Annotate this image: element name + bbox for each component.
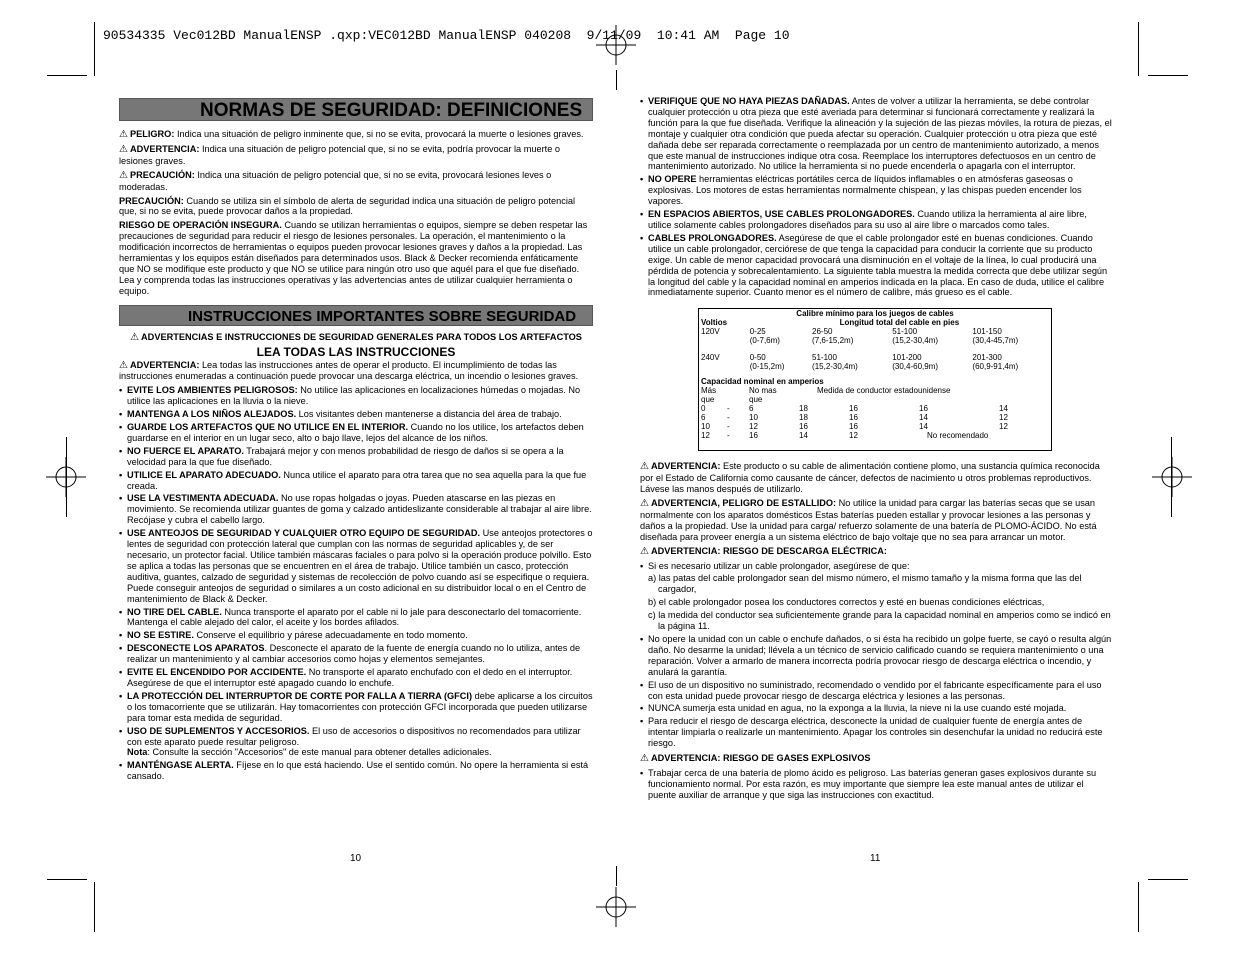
item-heading: USE LA VESTIMENTA ADECUADA. bbox=[127, 493, 279, 504]
table-cell: 6 bbox=[701, 413, 706, 423]
table-cell: No recomendado bbox=[927, 431, 989, 441]
list-item bbox=[119, 630, 593, 641]
item-text: debe aplicarse a los circuitos o los tomacorriente que se utilizarán. Hay tomacorrientes con protección GFCI incorporada que pueden utilizarse para tomar esta medida de seguridad. bbox=[127, 690, 593, 723]
table-cell: 14 bbox=[919, 422, 928, 432]
list-item: • El uso de un dispositivo no suministrado, recomendado o vendido por el fabricante específicamente para el uso con esta unidad puede provocar riesgo de descarga eléctrica y lesiones a las personas. bbox=[640, 680, 1112, 702]
adv2-paragraph bbox=[119, 360, 593, 383]
cell-line: No mas bbox=[749, 386, 777, 396]
item-heading: NO OPERE bbox=[648, 174, 697, 185]
table-cell: 16 bbox=[849, 404, 858, 414]
list-item: • No opere la unidad con un cable o enchufe dañados, o si ésta ha recibido un golpe fuerte, se cayó o resulta algún daño. No desarme la unidad; llévela a un técnico de servicio calificado cuando se requiera mantenimiento o una reparación. Volver a armarlo de manera incorrecta podría provocar riesgo de descarga eléctrica o incendio, y anulará la garantía. bbox=[640, 634, 1112, 678]
table-cell: 240V bbox=[701, 353, 720, 363]
warning-triangle-icon: ⚠ bbox=[130, 331, 140, 343]
cell-line: Más bbox=[701, 386, 717, 396]
term: ADVERTENCIA, PELIGRO DE ESTALLIDO: bbox=[650, 498, 837, 509]
page-number: 10 bbox=[350, 853, 362, 864]
item-heading: UTILICE EL APARATO ADECUADO. bbox=[127, 469, 281, 480]
list-item: • Trabajar cerca de una batería de plomo ácido es peligroso. Las baterías generan gases explosivos durante su funcionamiento normal. Por esta razón, es muy importante que siempre lea este manual antes de utilizar el puente auxiliar de arranque y que siga las instrucciones con exactitud. bbox=[640, 768, 1112, 801]
term: ADVERTENCIA: bbox=[129, 359, 200, 370]
warning-triangle-icon: ⚠ bbox=[640, 753, 649, 765]
table-cell: 12 bbox=[749, 422, 758, 432]
crop-mark bbox=[94, 22, 95, 76]
definition: Cuando se utiliza sin el símbolo de alerta de seguridad indica una situación de peligro potencial que, si no se evita, puede provocar daños a la propiedad. bbox=[119, 195, 576, 217]
registration-target-icon bbox=[1152, 457, 1192, 497]
table-cell: 18 bbox=[799, 404, 808, 414]
table-cell: 10 bbox=[749, 413, 758, 423]
section-title-instrucciones: INSTRUCCIONES IMPORTANTES SOBRE SEGURIDAD bbox=[119, 305, 593, 326]
cable-gauge-table bbox=[698, 308, 1052, 451]
cell-line: 0-25 bbox=[749, 327, 766, 337]
gases-heading bbox=[640, 753, 1112, 765]
cell-line: (15,2-30,4m) bbox=[892, 336, 939, 346]
item-heading: LA PROTECCIÓN DEL INTERRUPTOR DE CORTE POR FALLA A TIERRA (GFCI) bbox=[127, 690, 473, 701]
table-row bbox=[699, 353, 1052, 371]
table-header bbox=[747, 386, 797, 404]
riesgo-paragraph bbox=[119, 220, 593, 296]
definition: Indica una situación de peligro inminente que, si no se evita, provocará la muerte o lesiones graves. bbox=[174, 129, 584, 139]
item-text: Los visitantes deben mantenerse a distancia del área de trabajo. bbox=[296, 409, 562, 420]
printer-slug: 90534335 Vec012BD ManualENSP .qxp:VEC012BD ManualENSP 040208 9/11/09 10:41 AM Page 10 bbox=[103, 28, 790, 43]
item-text: Trabajará mejor y con menos probabilidad de riesgo de daños si se opera a la velocidad para la que fue diseñado. bbox=[127, 445, 564, 467]
crop-mark bbox=[47, 879, 87, 880]
gases-list bbox=[640, 768, 1112, 801]
table-cell: 16 bbox=[849, 422, 858, 432]
cell-line: 26-50 bbox=[812, 327, 833, 337]
table-row bbox=[699, 431, 1051, 440]
peligro-paragraph bbox=[119, 129, 593, 141]
table-cell: 16 bbox=[799, 422, 808, 432]
cell-line: 101-150 bbox=[972, 327, 1002, 337]
crop-mark bbox=[1138, 882, 1139, 932]
table-cell: - bbox=[727, 413, 730, 423]
item-heading: GUARDE LOS ARTEFACTOS QUE NO UTILICE EN EL INTERIOR. bbox=[127, 422, 409, 433]
list-item: • Para reducir el riesgo de descarga eléctrica, desconecte la unidad de cualquier fuente de energía antes de intentar limpiarla o realizarle un mantenimiento. Apagar los controles sin desenchufar la unidad no reducirá este riesgo. bbox=[640, 716, 1112, 749]
table-cell: 14 bbox=[799, 431, 808, 441]
warning-triangle-icon: ⚠ bbox=[640, 498, 649, 510]
cell-line: 51-100 bbox=[812, 353, 837, 363]
list-item bbox=[640, 96, 1112, 172]
item-heading: NO TIRE DEL CABLE. bbox=[127, 606, 222, 617]
term: RIESGO DE OPERACIÓN INSEGURA. bbox=[119, 220, 282, 231]
cell-line: (7,6-15,2m) bbox=[812, 336, 854, 346]
warning-triangle-icon: ⚠ bbox=[119, 359, 128, 371]
table-cell: - bbox=[727, 404, 730, 414]
sub-item: c) la medida del conductor sea suficientemente grande para la capacidad nominal en amperios como se indicó en la página 11. bbox=[648, 610, 1111, 632]
item-text: El uso de accesorios o dispositivos no recomendados para utilizar con este aparato puede resultar peligroso. bbox=[127, 725, 581, 747]
table-cell bbox=[970, 353, 1051, 371]
item-text: No use ropas holgadas o joyas. Pueden atascarse en las piezas en movimiento. Se recomienda utilizar guantes de goma y calzado antideslizante considerable al trabajar al aire libre. Recójase y cubra el cabello largo. bbox=[127, 493, 592, 526]
item-heading: CABLES PROLONGADORES. bbox=[648, 232, 777, 243]
list-item bbox=[119, 760, 593, 782]
descarga-list-2 bbox=[640, 634, 1112, 749]
cell-line: que bbox=[749, 395, 763, 405]
cell-line: 0-50 bbox=[749, 353, 766, 363]
item-text: Cuando utiliza la herramienta al aire libre, utilice solamente cables prolongadores diseñados para su uso al aire libre o marcados como tales. bbox=[648, 209, 1087, 230]
definition: Indica una situación de peligro potencial que, si no se evita, podría provocar la muerte o lesiones graves. bbox=[119, 143, 560, 166]
section-title-definiciones: NORMAS DE SEGURIDAD: DEFINICIONES bbox=[119, 98, 593, 121]
list-item: • Si es necesario utilizar un cable prolongador, asegúrese de que: bbox=[640, 561, 1112, 572]
left-page bbox=[119, 98, 593, 784]
precaucion2-paragraph bbox=[119, 196, 593, 218]
warning-triangle-icon: ⚠ bbox=[119, 169, 128, 181]
lea-heading: LEA TODAS LAS INSTRUCCIONES bbox=[256, 344, 456, 359]
item-text: Asegúrese de que el cable prolongador esté en buenas condiciones. Cuando utilice un cable prolongador, cerciórese de que tenga la capacidad para conducir la corriente que su producto exige. Un cable de menor capacidad provocará una disminución en el voltaje de la línea, lo cual producirá una pérdida de potencia y sobrecalentamiento. La siguiente tabla muestra la medida correcta que debe utilizar según la longitud del cable y la capacidad nominal en amperios indicada en la placa. En caso de duda, utilice el calibre inmediatamente superior. Cuanto menor es el número de calibre, más grueso es el cable. bbox=[648, 232, 1108, 298]
cell-line: (0-7,6m) bbox=[749, 336, 780, 346]
table-cell: 16 bbox=[749, 431, 758, 441]
table-row bbox=[699, 404, 1051, 413]
list-item bbox=[119, 607, 593, 629]
cell-line: (30,4-45,7m) bbox=[972, 336, 1019, 346]
list-item bbox=[119, 493, 593, 526]
term: PRECAUCIÓN: bbox=[129, 169, 195, 180]
table-cell: - bbox=[727, 431, 730, 441]
precaucion-paragraph bbox=[119, 170, 593, 193]
cell-line: (60,9-91,4m) bbox=[972, 362, 1019, 372]
table-cell: 16 bbox=[919, 404, 928, 414]
list-item bbox=[119, 726, 593, 759]
item-text: Fíjese en lo que está haciendo. Use el sentido común. No opere la herramienta si está cansado. bbox=[127, 760, 589, 782]
note-text: : Consulte la sección "Accesorios" de este manual para obtener detalles adicionales. bbox=[147, 747, 492, 758]
descarga-heading bbox=[640, 546, 1112, 558]
warning-triangle-icon: ⚠ bbox=[640, 545, 649, 557]
list-item bbox=[119, 691, 593, 724]
list-item bbox=[119, 385, 593, 407]
list-item bbox=[640, 209, 1112, 231]
list-item bbox=[119, 422, 593, 444]
table-title: Calibre mínimo para los juegos de cables bbox=[796, 309, 954, 319]
list-item bbox=[119, 470, 593, 492]
definition: Cuando se utilizan herramientas o equipos, siempre se deben respetar las precauciones de seguridad para reducir el riesgo de lesiones personales. La operación, el mantenimiento o la modificación incorrectos de herramientas o equipos pueden provocar lesiones graves y daños a la propiedad. Las herramientas y los equipos están diseñados para determinados usos. Black & Decker recomienda enfáticamente que NO se modifique este producto y que NO se utilice para ningún otro uso que aquél para el que fue diseñado. Lea y comprenda todas las instrucciones operativas y las advertencias antes de utilizar cualquier herramienta o equipo. bbox=[119, 220, 588, 296]
cell-line: 51-100 bbox=[892, 327, 918, 337]
table-cell bbox=[748, 327, 810, 345]
table-cell: 16 bbox=[849, 413, 858, 423]
item-heading: DESCONECTE LOS APARATOS bbox=[127, 643, 265, 654]
table-cell: 12 bbox=[999, 413, 1008, 423]
item-heading: USO DE SUPLEMENTOS Y ACCESORIOS. bbox=[127, 725, 310, 736]
item-heading: EN ESPACIOS ABIERTOS, USE CABLES PROLONGADORES. bbox=[648, 209, 915, 220]
amp-table bbox=[699, 386, 1051, 440]
table-header: Voltios bbox=[701, 318, 728, 328]
table-cell bbox=[810, 353, 890, 371]
cell-line: 101-200 bbox=[892, 353, 922, 363]
table-cell bbox=[890, 353, 970, 371]
list-item bbox=[119, 528, 593, 604]
heading-text: ADVERTENCIA: RIESGO DE DESCARGA ELÉCTRICA: bbox=[650, 545, 887, 556]
advertencia-paragraph bbox=[119, 144, 593, 167]
safety-list bbox=[640, 96, 1112, 298]
warning-triangle-icon: ⚠ bbox=[119, 129, 128, 140]
crop-mark bbox=[66, 437, 67, 517]
registration-target-icon bbox=[596, 887, 636, 927]
descarga-list bbox=[640, 561, 1112, 572]
list-item bbox=[119, 643, 593, 665]
table-cell: 18 bbox=[799, 413, 808, 423]
term: PELIGRO: bbox=[129, 129, 175, 139]
table-cell bbox=[970, 327, 1051, 345]
sub-item: b) el cable prolongador posea los conductores correctos y esté en buenas condiciones eléctricas, bbox=[648, 597, 1045, 608]
item-text: herramientas eléctricas portátiles cerca de líquidos inflamables o en atmósferas gaseosas o explosivas. Los motores de estas herramientas normalmente chispean, y las chispas pueden encender los vapores. bbox=[648, 174, 1082, 207]
crop-mark bbox=[1171, 437, 1172, 517]
table-row bbox=[699, 327, 1052, 345]
page-number: 11 bbox=[870, 853, 881, 864]
item-text: Conserve el equilibrio y párese adecuadamente en todo momento. bbox=[193, 630, 468, 641]
item-text: Cuando no los utilice, los artefactos deben guardarse en el interior en un lugar seco, alto o bajo llave, lejos del alcance de los niños. bbox=[127, 422, 584, 443]
sub-item: a) las patas del cable prolongador sean del mismo número, el mismo tamaño y la misma forma que las del cargador, bbox=[648, 573, 1082, 595]
item-text: . Desconecte el aparato de la fuente de energía cuando no lo utiliza, antes de realizar un mantenimiento y al cambiar accesorios como hojas y elementos semejantes. bbox=[127, 643, 581, 665]
crop-mark bbox=[47, 75, 87, 76]
list-item bbox=[119, 667, 593, 689]
registration-target-icon bbox=[596, 25, 636, 65]
crop-mark bbox=[1148, 879, 1188, 880]
term: ADVERTENCIA: bbox=[129, 143, 200, 154]
table-cell: 14 bbox=[999, 404, 1008, 414]
table-header: Longitud total del cable en pies bbox=[839, 318, 960, 328]
item-text: No utilice las aplicaciones en localizaciones húmedas o mojadas. No utilice las aplicaciones en la lluvia o la nieve. bbox=[127, 385, 581, 407]
item-heading: EVITE EL ENCENDIDO POR ACCIDENTE. bbox=[127, 667, 307, 678]
table-cell: 12 bbox=[849, 431, 858, 441]
item-heading: MANTÉNGASE ALERTA. bbox=[127, 760, 234, 771]
table-row bbox=[699, 422, 1051, 431]
item-heading: NO SE ESTIRE. bbox=[127, 630, 194, 641]
table-header bbox=[699, 386, 725, 404]
crop-mark bbox=[1148, 75, 1188, 76]
table-cell: 10 bbox=[701, 422, 710, 432]
table-cell: 120V bbox=[701, 327, 720, 337]
table-cell: - bbox=[727, 422, 730, 432]
safety-list bbox=[119, 385, 593, 782]
item-text: Use anteojos protectores o lentes de seguridad con protección lateral que cumplan con las normas de seguridad aplicables y, de ser necesario, un protector facial. Utilice también máscaras faciales o para polvo si la operación produce polvillo. Esto se aplica a todas las personas que se encuentren en el área de trabajo. Utilice también un casco, protección auditiva, guantes, calzado de seguridad y sistemas de recolección de polvo cuando así se especifique o requiera. Puede conseguir anteojos de seguridad o similares a un costo adicional en su distribuidor local o en el Centro de mantenimiento de Black & Decker. bbox=[127, 528, 593, 604]
cell-line: (15,2-30,4m) bbox=[812, 362, 858, 372]
table-cell: 0 bbox=[701, 404, 706, 414]
table-cell: 6 bbox=[749, 404, 754, 414]
item-text: Nunca transporte el aparato por el cable ni lo jale para desconectarlo del tomacorriente. Mantenga el cable alejado del calor, el aceite y los bordes afilados. bbox=[127, 606, 582, 628]
definition: Este producto o su cable de alimentación contiene plomo, una sustancia química reconocida por el Estado de California como causante de cáncer, defectos de nacimiento u otros problemas reproductivos. Lávese las manos después de utilizarlo. bbox=[640, 461, 1100, 495]
heading-text: ADVERTENCIA: RIESGO DE GASES EXPLOSIVOS bbox=[650, 753, 871, 764]
cell-line: (30,4-60,9m) bbox=[892, 362, 939, 372]
plomo-paragraph bbox=[640, 461, 1112, 495]
term: PRECAUCIÓN: bbox=[119, 195, 184, 206]
list-item bbox=[640, 174, 1112, 207]
list-item bbox=[119, 446, 593, 468]
amp-table-wrapper bbox=[699, 386, 1052, 440]
item-heading: VERIFIQUE QUE NO HAYA PIEZAS DAÑADAS. bbox=[648, 96, 850, 106]
item-text: Antes de volver a utilizar la herramienta, se debe controlar cualquier protección u otra pieza que esté averiada para determinar si funcionará correctamente y realizará la función para la que fue diseñada. Verifique la alineación y la sujeción de las piezas móviles, la rotura de piezas, el montaje y cualquier otra condición que pueda afectar su operación. Cualquier protección u otra pieza que esté dañada debe ser reparada correctamente o reemplazada por un centro de mantenimiento autorizado, a menos que este manual de instrucciones indique otra cosa. Reemplace los interruptores defectuosos en un centro de mantenimiento autorizado. No utilice la herramienta si no puede encenderla o apagarla con el interruptor. bbox=[648, 96, 1112, 172]
list-item: • NUNCA sumerja esta unidad en agua, no la exponga a la lluvia, la nieve ni la use cuando esté mojada. bbox=[640, 703, 1112, 714]
item-heading: EVITE LOS AMBIENTES PELIGROSOS: bbox=[127, 385, 298, 396]
table-cell: 12 bbox=[701, 431, 710, 441]
warning-triangle-icon: ⚠ bbox=[119, 143, 128, 155]
definition: Lea todas las instrucciones antes de operar el producto. El incumplimiento de todas las instrucciones enumeradas a continuación puede provocar una descarga eléctrica, un incendio o lesiones graves. bbox=[119, 359, 579, 382]
term: ADVERTENCIA: bbox=[650, 461, 721, 472]
adv-general-heading bbox=[119, 332, 593, 344]
table-row bbox=[699, 413, 1051, 422]
crop-mark bbox=[1138, 22, 1139, 76]
cell-line: 201-300 bbox=[972, 353, 1002, 363]
table-cell bbox=[810, 327, 890, 345]
item-text: Nunca utilice el aparato para otra tarea que no sea aquella para la que fue creada. bbox=[127, 469, 587, 491]
item-heading: MANTENGA A LOS NIÑOS ALEJADOS. bbox=[127, 409, 297, 420]
adv-general-text: ADVERTENCIAS E INSTRUCCIONES DE SEGURIDAD GENERALES PARA TODOS LOS ARTEFACTOS bbox=[141, 331, 582, 342]
item-heading: USE ANTEOJOS DE SEGURIDAD Y CUALQUIER OTRO EQUIPO DE SEGURIDAD. bbox=[127, 528, 481, 539]
item-heading: NO FUERCE EL APARATO. bbox=[127, 445, 244, 456]
estallido-paragraph bbox=[640, 498, 1112, 543]
list-item bbox=[119, 409, 593, 420]
note-label: Nota bbox=[127, 747, 148, 758]
table-cell: 14 bbox=[919, 413, 928, 423]
definition: No utilice la unidad para cargar las baterías secas que se usan normalmente con los aparatos domésticos Estas baterías pueden estallar y provocar lesiones a las personas y daños a la propiedad. Use la unidad para carga/ refuerzo solamente de una batería de PLOMO-ÁCIDO. No está diseñada para proveer energía a un sistema eléctrico de bajo voltaje que no sea para arrancar un motor. bbox=[640, 498, 1097, 542]
cell-line: (0-15,2m) bbox=[749, 362, 785, 372]
table-subtitle: Capacidad nominal en amperios bbox=[701, 377, 824, 387]
cell-line: que bbox=[701, 395, 715, 405]
table-cell bbox=[890, 327, 970, 345]
fold-mark bbox=[616, 70, 617, 90]
item-text: No transporte el aparato enchufado con el dedo en el interruptor. Asegúrese de que el interruptor esté apagado cuando lo enchufe. bbox=[127, 667, 573, 688]
table-header: Medida de conductor estadounidense bbox=[817, 386, 951, 396]
definition: Indica una situación de peligro potencial que, si no se evita, provocará lesiones leves o moderadas. bbox=[119, 169, 552, 192]
warning-triangle-icon: ⚠ bbox=[640, 461, 649, 473]
fold-mark bbox=[616, 866, 617, 886]
table-cell bbox=[748, 353, 810, 371]
table-cell: 12 bbox=[999, 422, 1008, 432]
crop-mark bbox=[94, 882, 95, 932]
right-page bbox=[640, 96, 1112, 803]
list-item bbox=[640, 233, 1112, 298]
